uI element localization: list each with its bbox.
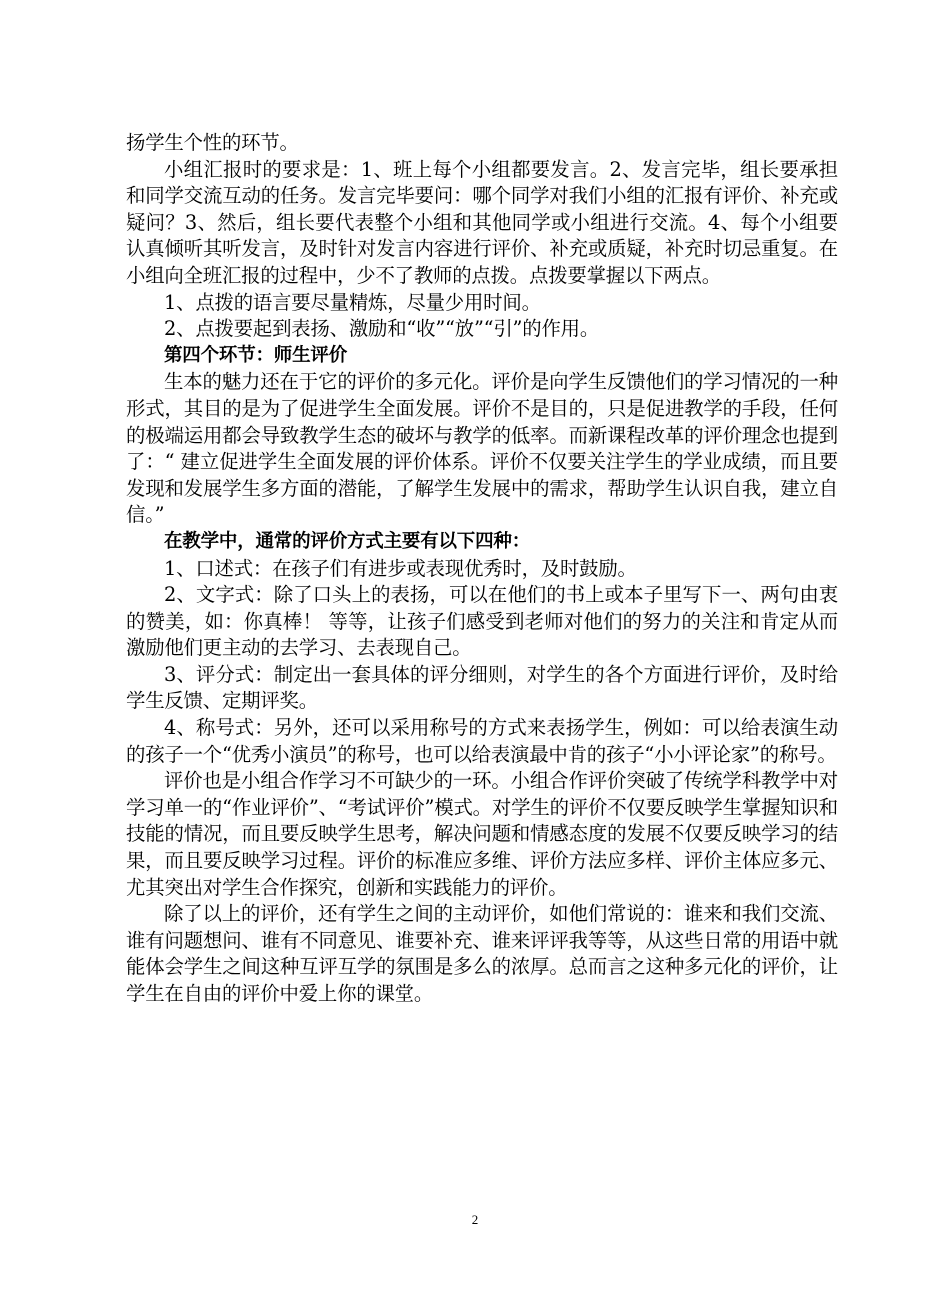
list-item: 2、点拨要起到表扬、激励和“收”“放”“引”的作用。 [164,317,600,341]
list-item: 3、评分式：制定出一套具体的评分细则，对学生的各个方面进行评价，及时给学生反馈、定期评奖。 [126,662,838,713]
subsection-heading: 在教学中，通常的评价方式主要有以下四种： [164,530,531,552]
paragraph: 扬学生个性的环节。 [126,131,299,154]
paragraph: 生本的魅力还在于它的评价的多元化。评价是向学生反馈他们的学习情况的一种形式，其目的是为了促进学生全面发展。评价不是目的，只是促进教学的手段，任何的极端运用都会导致教学生态的破坏与教学的低率。而新课程改革的评价理念也提到了：“ 建立促进学生全面发展的评价体系。评价不仅要关注学生的学业成绩，而且要发现和发展学生多方面的潜能，了解学生发展中的需求，帮助学生认识自我，建立自信。” [126,370,838,527]
page-number: 2 [471,1212,479,1227]
paragraph: 小组汇报时的要求是：1、班上每个小组都要发言。2、发言完毕，组长要承担和同学交流互动的任务。发言完毕要问：哪个同学对我们小组的汇报有评价、补充或疑问？3、然后，组长要代表整个小组和其他同学或小组进行交流。4、每个小组要认真倾听其听发言，及时针对发言内容进行评价、补充或质疑，补充时切忌重复。在小组向全班汇报的过程中，少不了教师的点拨。点拨要掌握以下两点。 [126,157,838,287]
section-heading: 第四个环节：师生评价 [164,344,348,366]
paragraph: 评价也是小组合作学习不可缺少的一环。小组合作评价突破了传统学科教学中对学习单一的“作业评价”、“考试评价”模式。对学生的评价不仅要反映学生掌握知识和技能的情况，而且要反映学生思考，解决问题和情感态度的发展不仅要反映学习的结果，而且要反映学习过程。评价的标准应多维、评价方法应多样、评价主体应多元、尤其突出对学生合作探究，创新和实践能力的评价。 [126,769,838,899]
list-item: 1、点拨的语言要尽量精炼，尽量少用时间。 [164,290,541,314]
list-item: 1、口述式：在孩子们有进步或表现优秀时，及时鼓励。 [164,556,637,580]
page-body [126,130,838,1008]
paragraph: 除了以上的评价，还有学生之间的主动评价，如他们常说的：谁来和我们交流、谁有问题想问、谁有不同意见、谁要补充、谁来评评我等等，从这些日常的用语中就能体会学生之间这种互评互学的氛围是多么的浓厚。总而言之这种多元化的评价，让学生在自由的评价中爱上你的课堂。 [126,902,838,1005]
list-item: 2、文字式：除了口头上的表扬，可以在他们的书上或本子里写下一、两句由衷的赞美，如：你真棒！ 等等，让孩子们感受到老师对他们的努力的关注和肯定从而激励他们更主动的去学习、去表现自己。 [126,583,838,660]
list-item: 4、称号式：另外，还可以采用称号的方式来表扬学生，例如：可以给表演生动的孩子一个“优秀小演员”的称号，也可以给表演最中肯的孩子“小小评论家”的称号。 [126,716,838,766]
